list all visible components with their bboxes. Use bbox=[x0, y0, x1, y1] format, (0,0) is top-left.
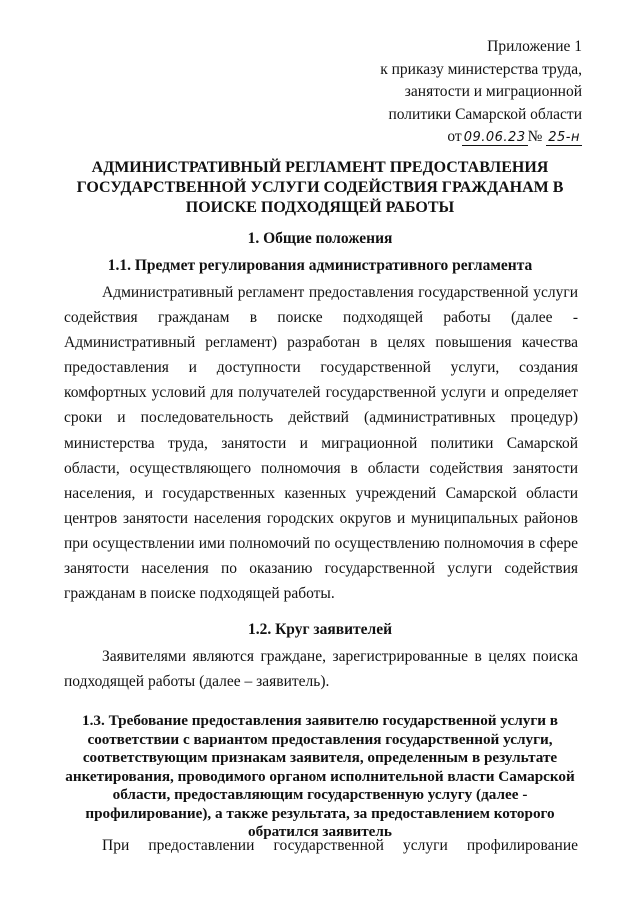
paragraph-1-2 bbox=[64, 644, 578, 694]
subsection-1-3-heading: 1.3. Требование предоставления заявителю государственной услуги в соответствии с вариантом предоставления государственной услуги, соответствующим признакам заявителя, определенным в результате анкетирования, проводимого органом исполнительной власти Самарской области, предоставляющим государственную услугу (далее - профилирование), а также результата, за предоставлением которого обратился заявитель bbox=[65, 712, 575, 840]
number-label: № bbox=[527, 128, 543, 145]
handwritten-number: 25-н bbox=[548, 130, 580, 145]
appendix-line-3: занятости и миграционной bbox=[404, 83, 582, 100]
order-date-number bbox=[447, 126, 582, 150]
appendix-line-1: Приложение 1 bbox=[487, 38, 582, 55]
paragraph-1-3-text: При предоставлении государственной услуги профилирование bbox=[102, 837, 578, 854]
appendix-header bbox=[380, 36, 582, 150]
appendix-line-4: политики Самарской области bbox=[388, 105, 582, 123]
subsection-1-1-heading: 1.1. Предмет регулирования административного регламента bbox=[107, 257, 533, 274]
paragraph-1-3 bbox=[64, 835, 578, 857]
handwritten-date: 09.06.23 bbox=[463, 130, 526, 145]
document-title bbox=[60, 158, 580, 218]
from-label: от bbox=[447, 128, 462, 145]
title-line-3: ПОИСКЕ ПОДХОДЯЩЕЙ РАБОТЫ bbox=[185, 199, 455, 216]
section-1-heading: 1. Общие положения bbox=[247, 230, 393, 247]
title-line-1: АДМИНИСТРАТИВНЫЙ РЕГЛАМЕНТ ПРЕДОСТАВЛЕНИЯ bbox=[91, 159, 549, 176]
appendix-line-2: к приказу министерства труда, bbox=[380, 60, 582, 78]
paragraph-1-1 bbox=[64, 280, 578, 606]
paragraph-1-1-text: Административный регламент предоставления государственной услуги содействия гражданам в поиске подходящей работы (далее - Административный регламент) разработан в целях повышения качества предоставления и доступности государственной услуги, создания комфортных условий для получателей государственной услуги и определяет сроки и последовательность действий (административных процедур) министерства труда, занятости и миграционной политики Самарской области, осуществляющего полномочия в области содействия занятости населения, и государственных казенных учреждений Самарской области центров занятости населения городских округов и муниципальных районов при осуществлении ими полномочий по осуществлению полномочия в сфере занятости населения по оказанию государственной услуги содействия гражданам в поиске подходящей работы. bbox=[64, 284, 578, 603]
subsection-1-2-heading: 1.2. Круг заявителей bbox=[247, 621, 393, 638]
title-line-2: ГОСУДАРСТВЕННОЙ УСЛУГИ СОДЕЙСТВИЯ ГРАЖДАНАМ В bbox=[76, 179, 564, 196]
paragraph-1-2-text: Заявителями являются граждане, зарегистрированные в целях поиска подходящей работы (далее – заявитель). bbox=[64, 648, 578, 691]
